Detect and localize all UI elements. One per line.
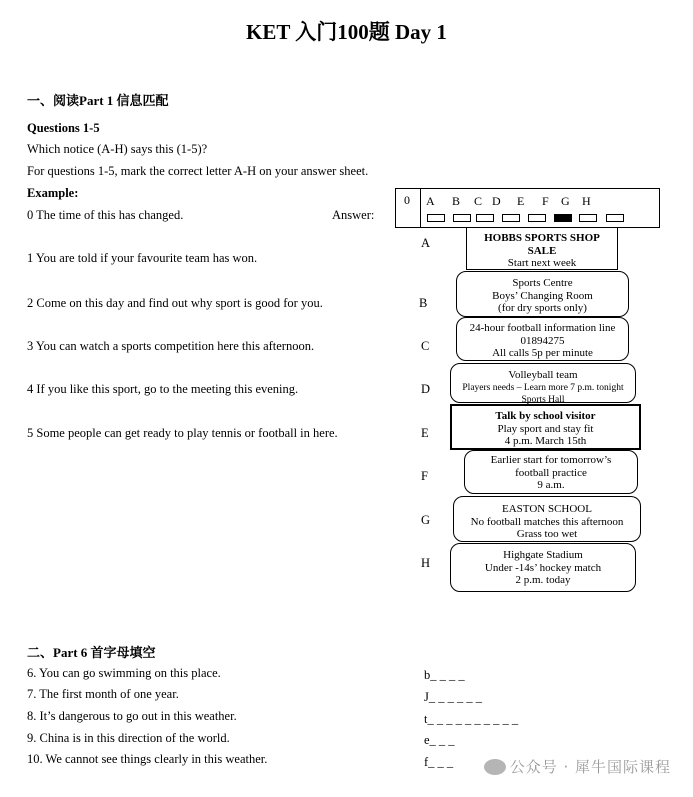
grid-box-d[interactable] [502,214,520,222]
notice-b-line2: Boys’ Changing Room [492,289,593,302]
watermark [484,756,671,777]
grid-letter-f: F [542,194,549,208]
question-1: 1 You are told if your favourite team has won. [27,251,258,265]
notice-f [464,450,638,494]
notice-a-line2: SALE [527,244,557,257]
answer-grid-zero: 0 [404,193,410,207]
notice-letter-c: C [421,339,430,353]
example-text: 0 The time of this has changed. [27,208,184,222]
question-4: 4 If you like this sport, go to the meeting this evening. [27,382,299,396]
notice-letter-b: B [419,296,428,310]
notice-d-line2: Players needs – Learn more 7 p.m. tonight [462,382,624,393]
notice-c-line2: 01894275 [520,334,565,347]
notice-b-line1: Sports Centre [512,277,573,289]
notice-h-line1: Highgate Stadium [503,549,583,561]
instruction-1: Which notice (A-H) says this (1-5)? [27,142,208,156]
fill-question-7: 7. The first month of one year. [27,687,179,701]
section2-heading: 二、Part 6 首字母填空 [27,645,156,660]
grid-letter-a: A [426,194,435,208]
notice-g [453,496,641,542]
notice-a-line3: Start next week [507,257,577,269]
notice-e-line3: 4 p.m. March 15th [504,435,587,447]
notice-h [450,543,636,592]
notice-e [450,404,641,450]
notice-b-line3: (for dry sports only) [498,302,587,314]
notice-letter-d: D [421,382,431,396]
notice-letter-a: A [421,236,431,250]
fill-answer-6: b_ _ _ _ [424,668,465,682]
grid-letter-d: D [492,194,501,208]
grid-letter-g: G [561,194,570,208]
notice-g-line1: EASTON SCHOOL [502,503,592,515]
notice-d-line1: Volleyball team [508,369,578,381]
notice-c [456,317,629,361]
notice-h-line3: 2 p.m. today [515,574,571,586]
notice-b [456,271,629,317]
question-5: 5 Some people can get ready to play tennis or football in here. [27,426,338,440]
answer-label: Answer: [332,208,375,222]
grid-box-g[interactable] [579,214,597,222]
notice-a [466,228,618,270]
notice-a-line1: HOBBS SPORTS SHOP [484,232,600,244]
notice-f-line1: Earlier start for tomorrow’s [490,454,612,466]
notice-f-line3: 9 a.m. [537,479,565,491]
question-3: 3 You can watch a sports competition here this afternoon. [27,339,315,353]
grid-box-a[interactable] [427,214,445,222]
notice-d [450,363,636,403]
grid-box-e[interactable] [528,214,546,222]
notice-d-line3: Sports Hall [521,395,565,405]
wechat-icon [484,759,506,775]
notice-g-line3: Grass too wet [516,528,578,540]
grid-letter-c: C [474,194,483,208]
notice-c-line1: 24-hour football information line [469,322,616,334]
notice-g-line2: No football matches this afternoon [470,515,624,528]
notice-c-line3: All calls 5p per minute [492,347,593,359]
fill-question-10: 10. We cannot see things clearly in this weather. [27,752,268,766]
notice-letter-e: E [421,426,429,440]
notice-letter-g: G [421,513,431,527]
grid-letter-b: B [452,194,461,208]
grid-box-b[interactable] [453,214,471,222]
grid-box-h[interactable] [606,214,624,222]
questions-title: Questions 1-5 [27,121,100,135]
fill-question-9: 9. China is in this direction of the world. [27,731,230,745]
question-2: 2 Come on this day and find out why sport is good for you. [27,296,323,310]
grid-box-f[interactable] [554,214,572,222]
grid-box-c[interactable] [476,214,494,222]
fill-answer-7: J_ _ _ _ _ _ [424,690,482,704]
fill-answer-9: e_ _ _ [424,733,455,747]
notice-h-line2: Under -14s’ hockey match [484,561,602,574]
notice-f-line2: football practice [515,466,587,479]
fill-answer-10: f_ _ _ [424,755,454,769]
fill-question-6: 6. You can go swimming on this place. [27,666,221,680]
fill-answer-8: t_ _ _ _ _ _ _ _ _ _ [424,712,519,726]
example-label: Example: [27,186,79,200]
page-title: KET 入门100题 Day 1 [246,20,447,44]
notice-letter-f: F [421,469,428,483]
notice-e-line2: Play sport and stay fit [497,422,594,435]
answer-grid [395,188,660,228]
watermark-text: 公众号 · 犀牛国际课程 [509,758,671,776]
section1-heading: 一、阅读Part 1 信息匹配 [27,93,169,108]
notice-letter-h: H [421,556,431,570]
grid-letter-e: E [517,194,525,208]
instruction-2: For questions 1-5, mark the correct letter A-H on your answer sheet. [27,164,369,178]
notice-e-line1: Talk by school visitor [495,410,596,422]
fill-question-8: 8. It’s dangerous to go out in this weather. [27,709,237,723]
grid-letter-h: H [582,194,591,208]
answer-grid-zero-cell [396,189,421,227]
